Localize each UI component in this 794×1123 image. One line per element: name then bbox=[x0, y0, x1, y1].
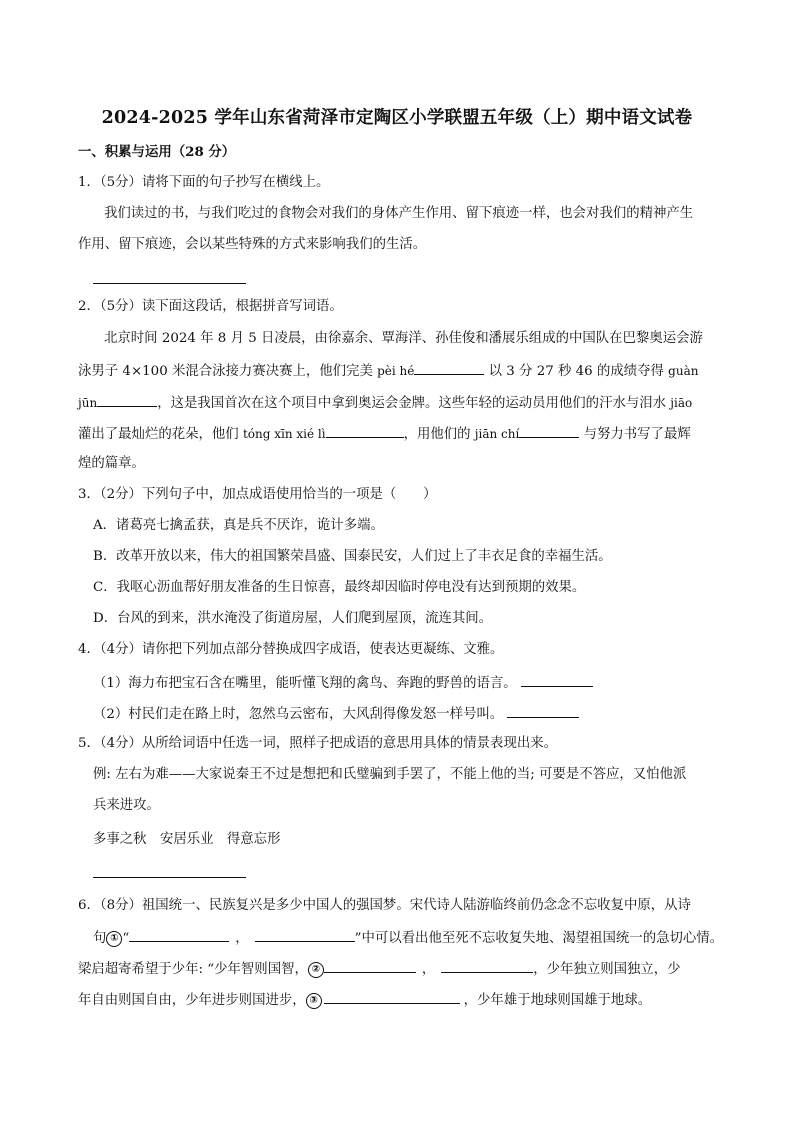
question-6-line bbox=[78, 989, 651, 1011]
answer-blank bbox=[324, 958, 416, 973]
passage-text: ”中可以看出他至死不忘收复失地、渴望祖国统一的急切心情。 bbox=[354, 931, 724, 946]
option-d: D．台风的到来，洪水淹没了街道房屋，人们爬到屋顶，流连其间。 bbox=[93, 611, 493, 626]
question-2-passage-line: 北京时间 2024 年 8 月 5 日凌晨，由徐嘉余、覃海洋、孙佳俊和潘展乐组成的中国队在巴黎奥运会游 bbox=[104, 331, 703, 346]
pinyin-prompt: jiāo bbox=[670, 396, 693, 410]
item-text: （2）村民们走在路上时，忽然乌云密布，大风刮得像发怒一样号叫。 bbox=[93, 707, 504, 722]
option-b: B．改革开放以来，伟大的祖国繁荣昌盛、国泰民安，人们过上了丰衣足食的幸福生活。 bbox=[93, 549, 612, 564]
circled-number: ② bbox=[308, 962, 324, 978]
question-4-stem: 4．（4分）请你把下列加点部分替换成四字成语，使表达更凝练、文雅。 bbox=[78, 642, 504, 657]
passage-text: ， bbox=[235, 931, 249, 946]
answer-blank bbox=[414, 360, 484, 375]
pinyin-prompt: guàn bbox=[668, 364, 699, 378]
passage-text: 与努力书写了最辉 bbox=[579, 427, 691, 442]
passage-text: ，用他们的 bbox=[403, 427, 475, 442]
passage-text: 灌出了最灿烂的花朵，他们 bbox=[78, 427, 243, 442]
passage-text: 句 bbox=[93, 931, 107, 946]
question-5-stem: 5．（4分）从所给词语中任选一词，照样子把成语的意思用具体的情景表现出来。 bbox=[78, 736, 558, 751]
passage-text: 年自由则国自由，少年进步则国进步， bbox=[78, 993, 306, 1008]
question-2-passage-line: 煌的篇章。 bbox=[78, 456, 145, 471]
answer-blank bbox=[93, 283, 246, 284]
question-2-passage-line bbox=[78, 360, 698, 382]
answer-blank bbox=[326, 423, 404, 438]
answer-blank bbox=[97, 392, 157, 407]
item-text: （1）海力布把宝石含在嘴里，能听懂飞翔的禽鸟、奔跑的野兽的语言。 bbox=[93, 676, 517, 691]
answer-blank bbox=[441, 958, 533, 973]
option-a: A．诸葛亮七擒孟获，真是兵不厌诈，诡计多端。 bbox=[93, 518, 384, 533]
circled-number: ③ bbox=[306, 993, 322, 1009]
option-c: C．我呕心沥血帮好朋友准备的生日惊喜，最终却因临时停电没有达到预期的效果。 bbox=[93, 580, 586, 595]
exam-title: 2024-2025 学年山东省菏泽市定陶区小学联盟五年级（上）期中语文试卷 bbox=[101, 108, 693, 128]
passage-text: ，少年独立则国独立，少 bbox=[533, 962, 681, 977]
circled-number: ① bbox=[106, 931, 122, 947]
question-2-passage-line bbox=[78, 392, 692, 414]
question-1-passage-line: 我们读过的书，与我们吃过的食物会对我们的身体产生作用、留下痕迹一样，也会对我们的精神产生 bbox=[104, 206, 694, 221]
question-1-stem: 1．（5分）请将下面的句子抄写在横线上。 bbox=[78, 175, 330, 190]
question-2-stem: 2．（5分）读下面这段话，根据拼音写词语。 bbox=[78, 299, 343, 314]
question-5-example-line: 兵来进攻。 bbox=[93, 798, 160, 813]
question-5-example-line: 例: 左右为难——大家说秦王不过是想把和氏璧骗到手罢了，不能上他的当; 可要是不答应，又怕他派 bbox=[93, 767, 687, 782]
question-5-word-choices: 多事之秋 安居乐业 得意忘形 bbox=[93, 832, 281, 847]
answer-blank bbox=[255, 927, 355, 942]
answer-blank bbox=[93, 877, 246, 878]
passage-text: ，这是我国首次在这个项目中拿到奥运会金牌。这些年轻的运动员用他们的汗水与泪水 bbox=[157, 396, 671, 411]
passage-text: ，少年雄于地球则国雄于地球。 bbox=[463, 993, 652, 1008]
question-6-line bbox=[78, 958, 681, 980]
passage-text: 以 3 分 27 秒 46 的成绩夺得 bbox=[484, 364, 669, 379]
pinyin-prompt: jiān chí bbox=[474, 427, 520, 441]
answer-blank bbox=[519, 423, 579, 438]
passage-text: 梁启超寄希望于少年: “少年智则国智， bbox=[78, 962, 308, 977]
passage-text: “ bbox=[122, 931, 130, 946]
answer-blank bbox=[324, 989, 460, 1004]
answer-blank bbox=[129, 927, 229, 942]
question-1-passage-line: 作用、留下痕迹，会以某些特殊的方式来影响我们的生活。 bbox=[78, 237, 427, 252]
question-2-passage-line bbox=[78, 423, 691, 445]
pinyin-prompt: tóng xīn xié lì bbox=[242, 427, 326, 441]
answer-blank bbox=[521, 672, 593, 687]
pinyin-prompt: jūn bbox=[78, 396, 98, 410]
passage-text: ， bbox=[421, 962, 436, 977]
question-3-stem: 3．（2分）下列句子中，加点成语使用恰当的一项是（ ） bbox=[78, 487, 437, 502]
question-6-line bbox=[93, 927, 723, 949]
question-4-item bbox=[93, 672, 593, 694]
question-6-line: 6．（8分）祖国统一、民族复兴是多少中国人的强国梦。宋代诗人陆游临终前仍念念不忘收复中原，从诗 bbox=[78, 898, 691, 913]
section-heading: 一、积累与运用（28 分） bbox=[78, 144, 236, 160]
pinyin-prompt: pèi hé bbox=[377, 364, 415, 378]
answer-blank bbox=[507, 703, 579, 718]
passage-text: 泳男子 4×100 米混合泳接力赛决赛上，他们完美 bbox=[78, 364, 378, 379]
question-4-item bbox=[93, 703, 579, 725]
